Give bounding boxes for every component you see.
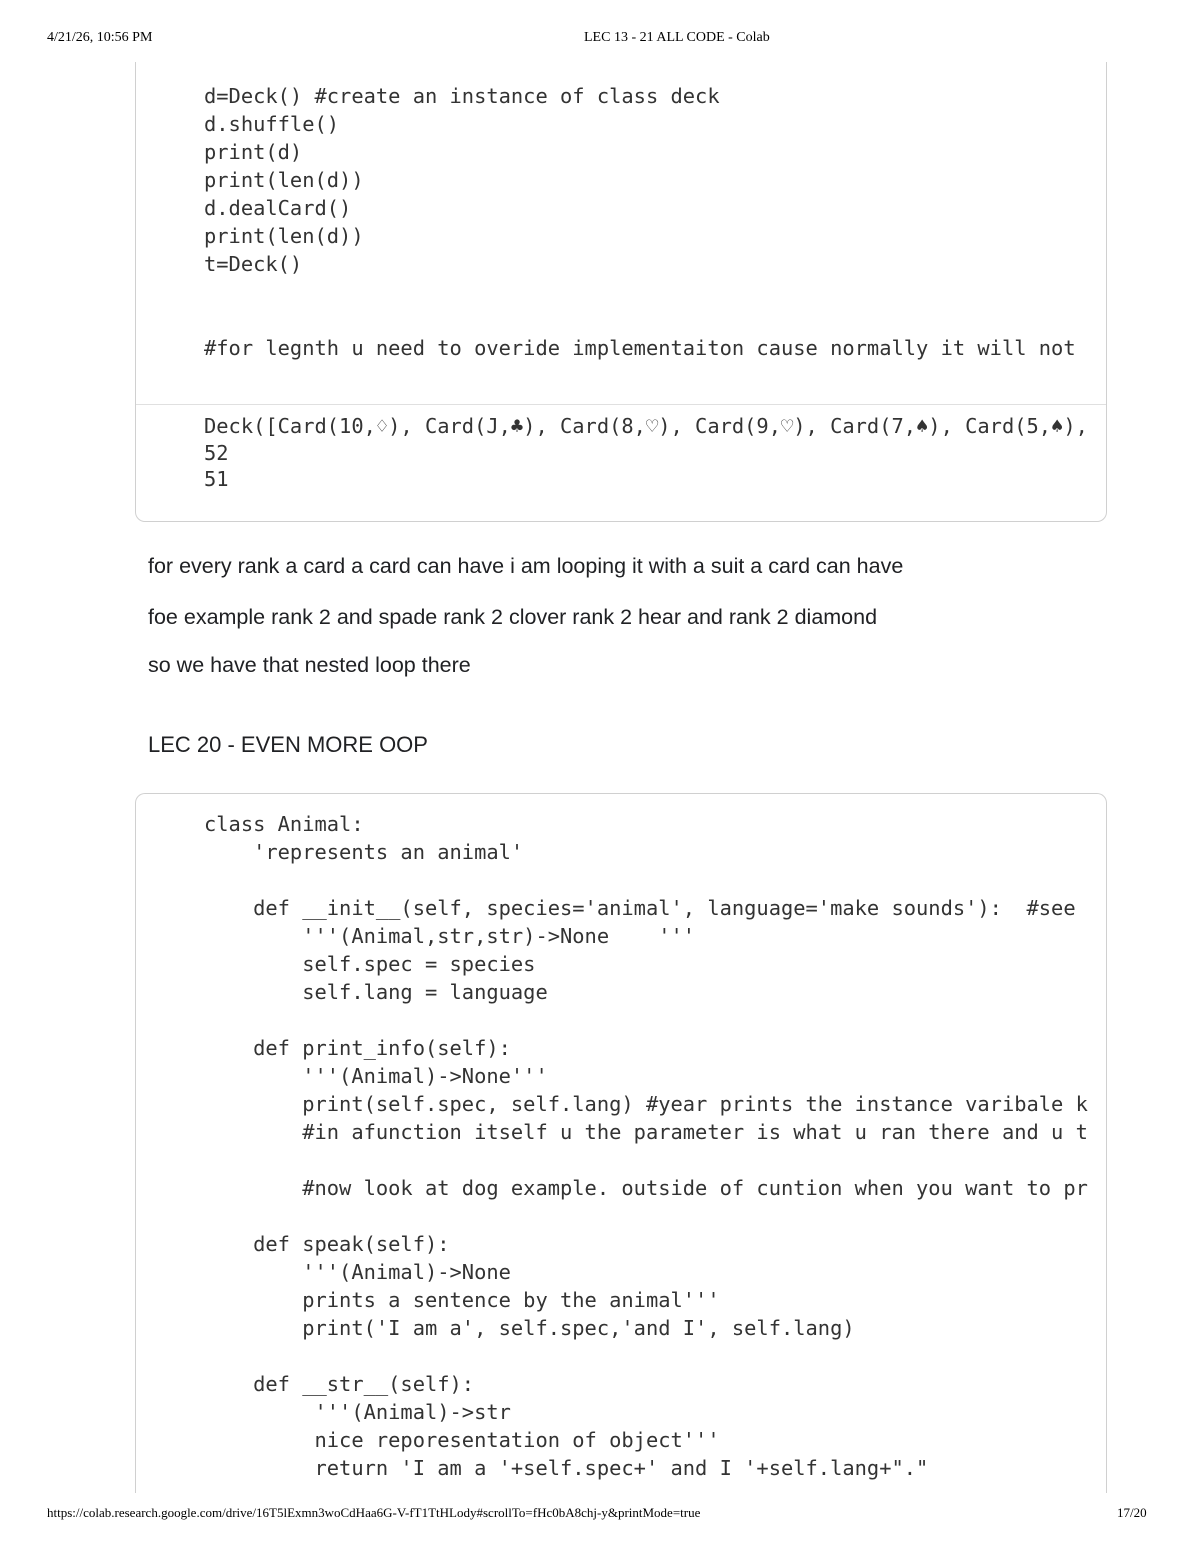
section-heading: LEC 20 - EVEN MORE OOP bbox=[148, 732, 428, 757]
code-line: def __str__(self): bbox=[204, 1372, 475, 1396]
print-datetime: 4/21/26, 10:56 PM bbox=[47, 30, 153, 45]
code-line: '''(Animal)->str bbox=[204, 1400, 511, 1424]
cell-output bbox=[204, 413, 1096, 493]
code-cell-animal[interactable] bbox=[135, 793, 1107, 1493]
code-cell-deck[interactable] bbox=[135, 62, 1107, 522]
code-line bbox=[204, 1146, 1096, 1174]
code-line: t=Deck() bbox=[204, 252, 303, 276]
code-line: 51 bbox=[204, 467, 229, 491]
text-paragraph: so we have that nested loop there bbox=[148, 653, 471, 677]
code-line: print(d) bbox=[204, 140, 303, 164]
code-line: 'represents an animal' bbox=[204, 840, 524, 864]
code-line: print('I am a', self.spec,'and I', self.lang) bbox=[204, 1316, 855, 1340]
code-line: #now look at dog example. outside of cuntion when you want to pr bbox=[204, 1176, 1088, 1200]
code-line: def speak(self): bbox=[204, 1232, 450, 1256]
code-line: def __init__(self, species='animal', language='make sounds'): #see bbox=[204, 896, 1076, 920]
output-divider bbox=[136, 404, 1106, 405]
code-line bbox=[204, 278, 1096, 306]
code-line bbox=[204, 866, 1096, 894]
code-line: self.spec = species bbox=[204, 952, 536, 976]
code-line: nice reporesentation of object''' bbox=[204, 1428, 720, 1452]
code-line: '''(Animal,str,str)->None ''' bbox=[204, 924, 696, 948]
text-paragraph: for every rank a card a card can have i am looping it with a suit a card can have bbox=[148, 554, 904, 578]
code-line: print(len(d)) bbox=[204, 168, 364, 192]
print-url: https://colab.research.google.com/drive/16T5lExmn3woCdHaa6G-V-fT1TtHLody#scrollTo=fHc0bA8chj-y&printMode=true bbox=[47, 1505, 701, 1520]
code-line: #in afunction itself u the parameter is what u ran there and u t bbox=[204, 1120, 1088, 1144]
print-page-title: LEC 13 - 21 ALL CODE - Colab bbox=[584, 30, 770, 45]
page-number: 17/20 bbox=[1117, 1505, 1147, 1520]
code-line: 52 bbox=[204, 440, 229, 465]
code-line: class Animal: bbox=[204, 812, 364, 836]
code-line: Deck([Card(10,♢), Card(J,♣), Card(8,♡), Card(9,♡), Card(7,♠), Card(5,♠), bbox=[204, 414, 1088, 438]
code-line: d.dealCard() bbox=[204, 196, 352, 220]
code-line: d.shuffle() bbox=[204, 112, 340, 136]
code-line: d=Deck() #create an instance of class deck bbox=[204, 84, 720, 108]
code-editor[interactable] bbox=[204, 82, 1096, 362]
code-line: #for legnth u need to overide implementaiton cause normally it will not bbox=[204, 336, 1076, 360]
code-line: def print_info(self): bbox=[204, 1036, 511, 1060]
code-line: '''(Animal)->None''' bbox=[204, 1064, 548, 1088]
code-line bbox=[204, 306, 1096, 334]
code-line: print(self.spec, self.lang) #year prints the instance varibale k bbox=[204, 1092, 1088, 1116]
code-line: '''(Animal)->None bbox=[204, 1260, 511, 1284]
code-line: prints a sentence by the animal''' bbox=[204, 1288, 720, 1312]
code-line: self.lang = language bbox=[204, 980, 548, 1004]
code-line: print(len(d)) bbox=[204, 224, 364, 248]
code-line bbox=[204, 1006, 1096, 1034]
code-line: return 'I am a '+self.spec+' and I '+self.lang+"." bbox=[204, 1456, 929, 1480]
text-paragraph: foe example rank 2 and spade rank 2 clover rank 2 hear and rank 2 diamond bbox=[148, 605, 878, 629]
code-line bbox=[204, 1342, 1096, 1370]
code-editor[interactable] bbox=[204, 810, 1096, 1482]
code-line bbox=[204, 1202, 1096, 1230]
